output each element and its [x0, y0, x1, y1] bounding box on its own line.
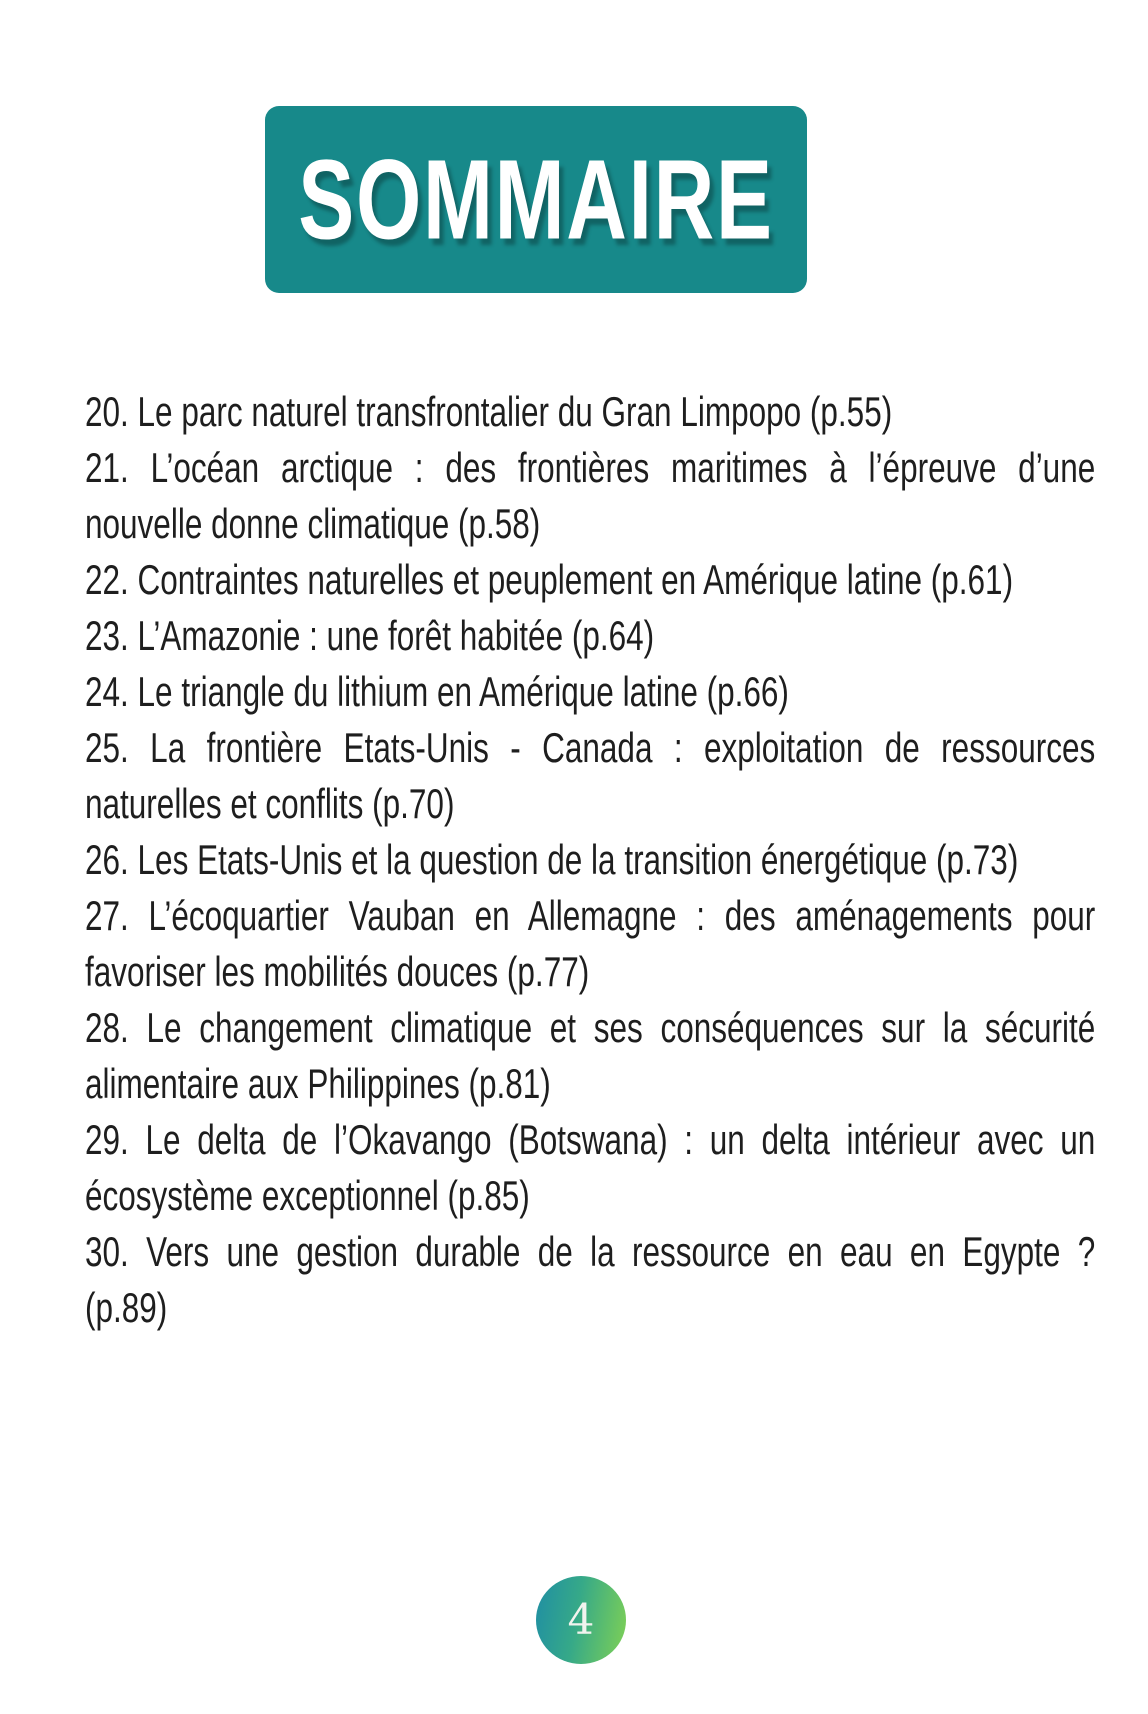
toc-entry [85, 1224, 1095, 1336]
toc-entry-line: 27. L’écoquartier Vauban en Allemagne : des aménagements pour [85, 892, 1096, 939]
toc-entry-line: 23. L’Amazonie : une forêt habitée (p.64) [85, 612, 655, 659]
toc-entry-line: alimentaire aux Philippines (p.81) [85, 1060, 551, 1107]
toc-entry [85, 552, 1095, 608]
toc-entry-line: (p.89) [85, 1284, 168, 1331]
toc-entry [85, 888, 1095, 1000]
toc-entry [85, 384, 1095, 440]
toc-entry [85, 1000, 1095, 1112]
toc-entry-line: favoriser les mobilités douces (p.77) [85, 948, 590, 995]
toc-entry [85, 832, 1095, 888]
toc-entry-line: 24. Le triangle du lithium en Amérique latine (p.66) [85, 668, 789, 715]
toc-entry-line: nouvelle donne climatique (p.58) [85, 500, 541, 547]
toc-entry-line: 30. Vers une gestion durable de la ressource en eau en Egypte ? [85, 1228, 1096, 1275]
toc-entry [85, 664, 1095, 720]
toc-entry-line: écosystème exceptionnel (p.85) [85, 1172, 530, 1219]
toc-entry-line: 26. Les Etats-Unis et la question de la transition énergétique (p.73) [85, 836, 1019, 883]
toc-entry-line: 21. L’océan arctique : des frontières maritimes à l’épreuve d’une [85, 444, 1096, 491]
toc-entry-line: 22. Contraintes naturelles et peuplement en Amérique latine (p.61) [85, 556, 1014, 603]
toc-entry-line: 29. Le delta de l’Okavango (Botswana) : un delta intérieur avec un [85, 1116, 1096, 1163]
page-number: 4 [567, 1595, 595, 1644]
toc-entry-line: 25. La frontière Etats-Unis - Canada : exploitation de ressources [85, 724, 1096, 771]
banner-title: SOMMAIRE [298, 136, 774, 263]
toc-entry-line: 20. Le parc naturel transfrontalier du Gran Limpopo (p.55) [85, 388, 893, 435]
page-number-badge [536, 1576, 626, 1664]
toc-entry [85, 720, 1095, 832]
toc-entry-line: 28. Le changement climatique et ses conséquences sur la sécurité [85, 1004, 1096, 1051]
toc-entry [85, 440, 1095, 552]
toc-list [85, 384, 1095, 1336]
toc-entry [85, 608, 1095, 664]
toc-entry [85, 1112, 1095, 1224]
toc-entry-line: naturelles et conflits (p.70) [85, 780, 455, 827]
sommaire-banner [265, 106, 807, 293]
